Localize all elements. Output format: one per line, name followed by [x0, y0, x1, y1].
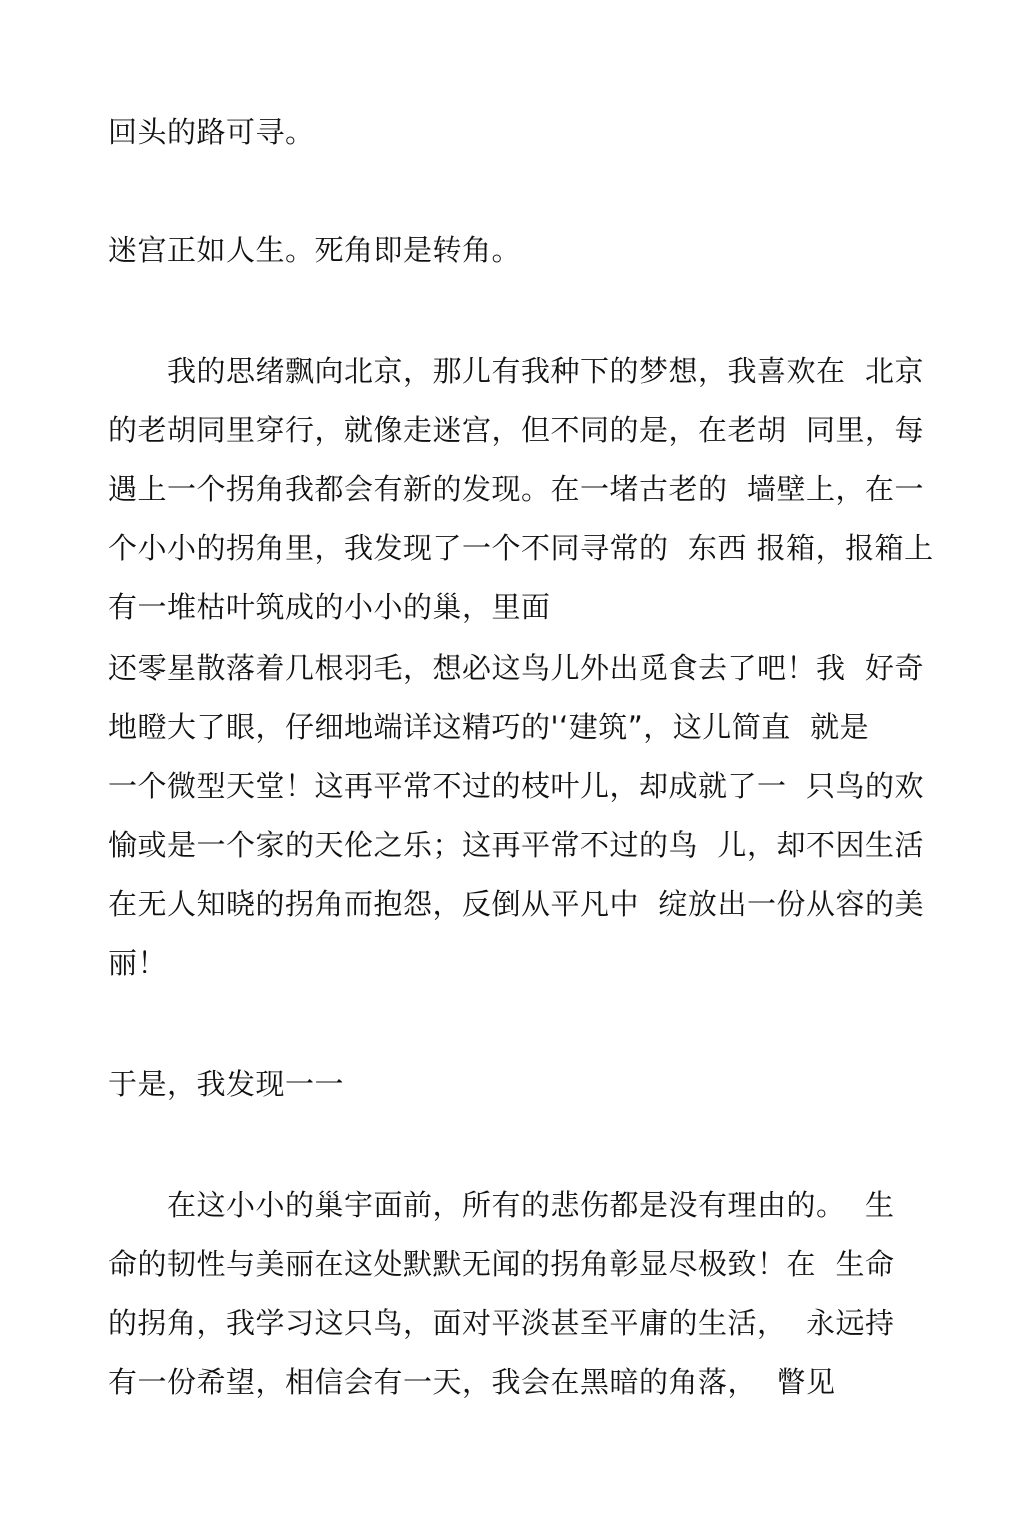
text-line-18: 有一份希望，相信会有一天，我会在黑暗的角落， 瞥见: [108, 1365, 836, 1399]
text-line-11: 愉或是一个家的天伦之乐；这再平常不过的鸟 儿，却不因生活: [108, 828, 924, 862]
text-line-1: 回头的路可寻。: [108, 115, 315, 149]
text-line-5: 遇上一个拐角我都会有新的发现。在一堵古老的 墙壁上，在一: [108, 472, 924, 506]
text-line-6: 个小小的拐角里，我发现了一个不同寻常的 东西 报箱，报箱上: [108, 531, 934, 565]
text-line-8: 还零星散落着几根羽毛，想必这鸟儿外出觅食去了吧！我 好奇: [108, 651, 924, 685]
text-line-4: 的老胡同里穿行，就像走迷宫，但不同的是，在老胡 同里，每: [108, 413, 924, 447]
text-line-9: 地瞪大了眼，仔细地端详这精巧的'‘建筑”，这儿简直 就是: [108, 710, 870, 744]
text-line-12: 在无人知晓的拐角而抱怨，反倒从平凡中 绽放出一份从容的美: [108, 887, 924, 921]
text-line-14: 于是，我发现一一: [108, 1067, 345, 1101]
text-line-16: 命的韧性与美丽在这处默默无闻的拐角彰显尽极致！在 生命: [108, 1247, 895, 1281]
text-line-3: 我的思绪飘向北京，那儿有我种下的梦想，我喜欢在 北京: [108, 354, 924, 388]
text-line-17: 的拐角，我学习这只鸟，面对平淡甚至平庸的生活， 永远持: [108, 1306, 895, 1340]
text-line-10: 一个微型天堂！这再平常不过的枝叶儿，却成就了一 只鸟的欢: [108, 769, 924, 803]
text-line-7: 有一堆枯叶筑成的小小的巢，里面: [108, 590, 551, 624]
text-line-13: 丽！: [108, 946, 168, 980]
text-line-2: 迷宫正如人生。死角即是转角。: [108, 233, 522, 267]
text-line-15: 在这小小的巢宇面前，所有的悲伤都是没有理由的。 生: [108, 1188, 895, 1222]
